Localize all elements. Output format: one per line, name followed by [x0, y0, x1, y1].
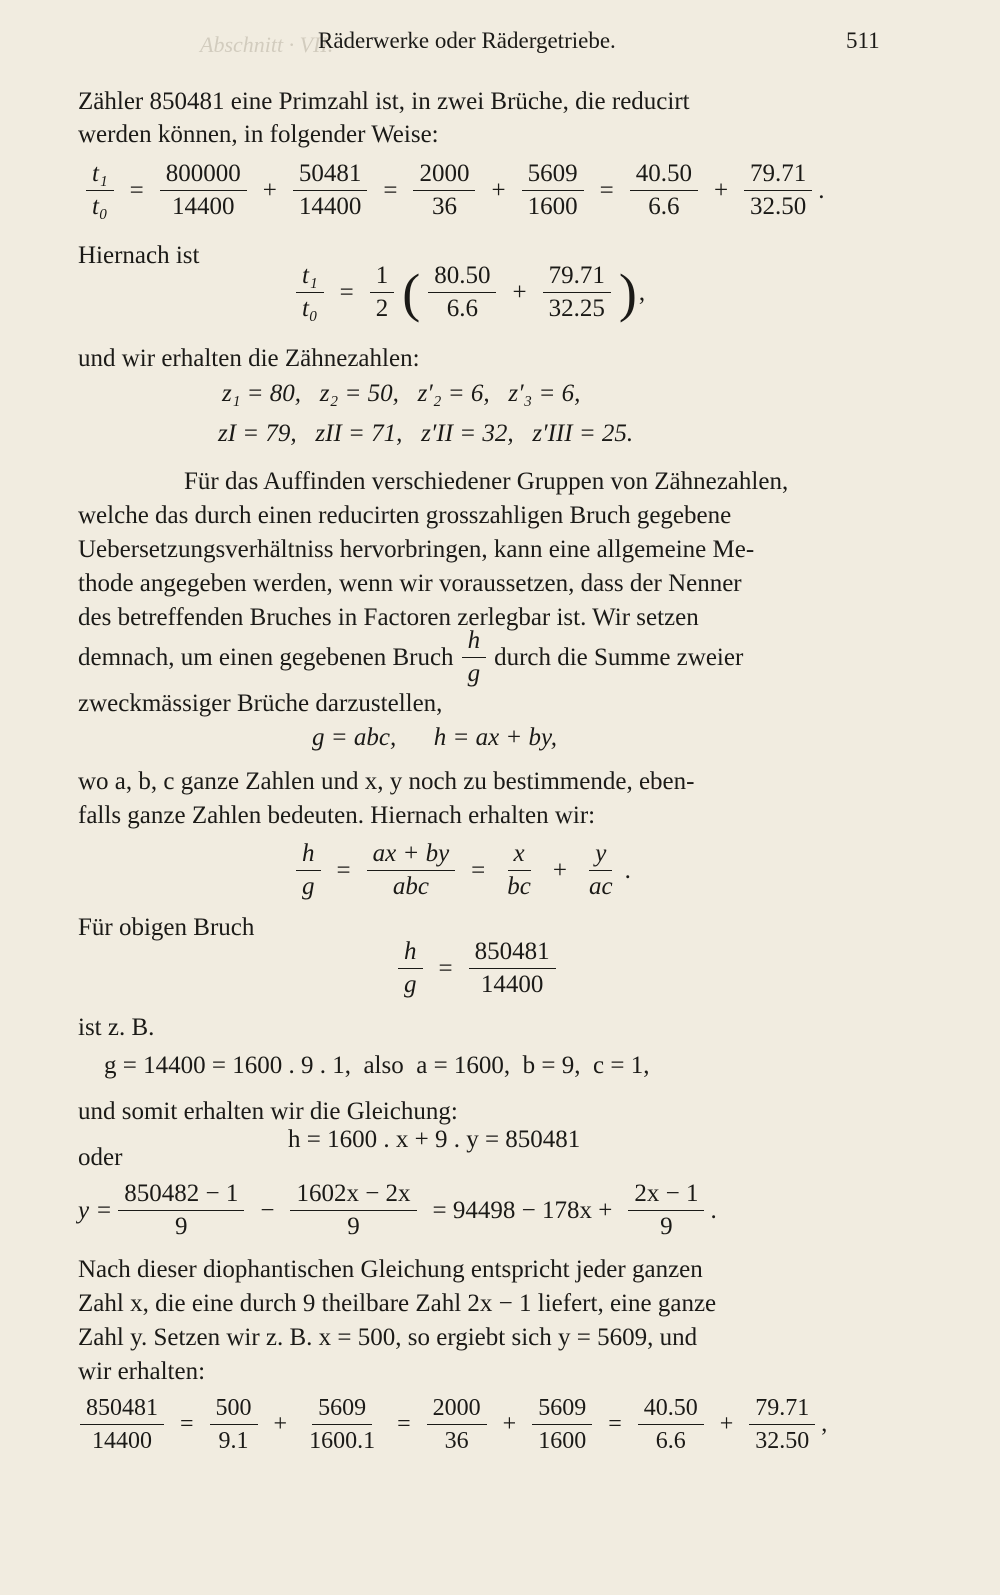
fraction: $\frac{ax + by}{\text{abc}}$	[367, 840, 456, 901]
fraction: $\frac{1}{2}$	[370, 262, 395, 323]
equation-h-value: h = 1600 . x + 9 . y = 850481	[288, 1126, 581, 1153]
fraction: $\frac{y}{ac}$	[589, 840, 613, 900]
fraction: $\frac{80.50}{6.6}$	[428, 262, 496, 323]
fraction: $\frac{800000}{14400}$	[160, 160, 247, 221]
text-line: zweckmässiger Brüche darzustellen,	[78, 690, 443, 717]
equation-2: $\frac{\text{t₁}}{\text{t₀}}$ = $\frac{1}{2}$ ( $\frac{80.50}{6.6}$ + $\frac{79.71}{32.25}$ ) ,	[290, 262, 645, 323]
text-line: und somit erhalten wir die Gleichung:	[78, 1098, 458, 1125]
page-number: 511	[846, 28, 880, 53]
fraction: $\frac{x}{bc}$	[507, 840, 531, 900]
fraction: $\frac{40.50}{6.6}$	[638, 1394, 704, 1455]
text-line-content: thode angegeben werden, wenn wir voraussetzen, dass der Nenner	[78, 570, 742, 597]
equation-3: $\frac{h}{g}$ = $\frac{ax + by}{\text{abc}}$ = $\frac{x}{bc}$ + $\frac{y}{ac}$ .	[290, 840, 631, 901]
fraction: $\frac{79.71}{32.25}$	[543, 262, 611, 323]
fraction: $\frac{850482 - 1}{9}$	[118, 1180, 244, 1241]
teeth-line-1: z₁ = 80, z₂ = 50, z′₂ = 6, z′₃ = 6,	[222, 380, 581, 407]
fraction: $\frac{79.71}{32.50}$	[744, 160, 812, 221]
text-line: werden können, in folgender Weise:	[78, 121, 439, 148]
text-line	[78, 500, 910, 532]
equation-g-value: g = 14400 = 1600 . 9 . 1, also a = 1600, b = 9, c = 1,	[104, 1052, 650, 1079]
fraction: $\frac{850481}{14400}$	[469, 938, 556, 999]
text-line: Für obigen Bruch	[78, 914, 255, 941]
fraction: $\frac{h}{g}$	[462, 627, 487, 688]
fraction: $\frac{79.71}{32.50}$	[749, 1394, 815, 1455]
text-line: wir erhalten:	[78, 1358, 206, 1385]
text-line: Hiernach ist	[78, 242, 200, 269]
fraction: $\frac{1602x - 2x}{9}$	[290, 1180, 416, 1241]
fraction: $\frac{\text{t₁}}{\text{t₀}}$	[296, 262, 324, 323]
text-line-content: Für das Auffinden verschiedener Gruppen von Zähnezahlen,	[184, 468, 789, 495]
fraction: $\frac{5609}{1600}$	[532, 1394, 592, 1455]
fraction: $\frac{\text{t₁}}{\text{t₀}}$	[86, 160, 114, 221]
text-line	[78, 627, 910, 688]
text-line-content: Nach dieser diophantischen Gleichung entspricht jeder ganzen	[78, 1256, 703, 1283]
text-line	[78, 1254, 910, 1286]
fraction: $\frac{2000}{36}$	[427, 1394, 487, 1455]
running-title: Räderwerke oder Rädergetriebe.	[318, 28, 616, 53]
text-line-content: Zähler 850481 eine Primzahl ist, in zwei Brüche, die reducirt	[78, 88, 690, 115]
fraction: $\frac{2000}{36}$	[413, 160, 475, 221]
equation-5: y = $\frac{850482 - 1}{9}$ − $\frac{1602x - 2x}{9}$ = 94498 − 178x + $\frac{2x - 1}{9}$ .	[78, 1180, 717, 1240]
equation-gh: g = abc, h = ax + by,	[312, 724, 558, 751]
text-line: oder	[78, 1144, 123, 1171]
fraction: $\frac{5609}{1600}$	[522, 160, 584, 221]
text-line-content: Zahl x, die eine durch 9 theilbare Zahl 2x − 1 liefert, eine ganze	[78, 1290, 717, 1317]
teeth-line-2: zI = 79, zII = 71, z′II = 32, z′III = 25.	[218, 420, 634, 447]
text-line	[78, 1288, 910, 1320]
text-line-content: wo a, b, c ganze Zahlen und x, y noch zu bestimmende, eben-	[78, 768, 695, 795]
equation-4: $\frac{h}{g}$ = $\frac{850481}{14400}$	[392, 938, 562, 999]
text-line-content: durch die Summe zweier	[494, 643, 744, 671]
text-line: falls ganze Zahlen bedeuten. Hiernach erhalten wir:	[78, 802, 596, 829]
fraction: $\frac{500}{9.1}$	[210, 1394, 258, 1455]
text-line-content: des betreffenden Bruches in Factoren zerlegbar ist. Wir setzen	[78, 604, 699, 631]
fraction: $\frac{h}{g}$	[398, 938, 423, 999]
fraction: $\frac{5609}{1600.1}$	[309, 1395, 376, 1454]
text-line-content: demnach, um einen gegebenen Bruch	[78, 643, 454, 671]
text-line	[78, 534, 910, 566]
text-line-content: Zahl y. Setzen wir z. B. x = 500, so ergiebt sich y = 5609, und	[78, 1324, 698, 1351]
text-line	[78, 568, 910, 600]
text-line	[78, 466, 910, 498]
text-line: und wir erhalten die Zähnezahlen:	[78, 345, 420, 372]
text-line: ist z. B.	[78, 1014, 155, 1041]
equation-1: $\frac{\text{t₁}}{\text{t₀}}$ = $\frac{800000}{14400}$ + $\frac{50481}{14400}$ = $\frac{2000}{36}$ + $\frac{5609}{1600}$ = $\frac{40.50}{6.6}$ + $\frac{79.71}{32.50}$ .	[80, 160, 825, 221]
text-line	[78, 86, 910, 118]
equation-6: $\frac{850481}{14400}$ = $\frac{500}{9.1}$ + $\frac{5609}{1600.1}$ = $\frac{2000}{36}$ + $\frac{5609}{1600}$ = $\frac{40.50}{6.6}$ + $\frac{79.71}{32.50}$ ,	[74, 1394, 827, 1455]
fraction: $\frac{40.50}{6.6}$	[630, 160, 698, 221]
fraction: $\frac{50481}{14400}$	[293, 160, 368, 221]
text-line-content: welche das durch einen reducirten grosszahligen Bruch gegebene	[78, 502, 732, 529]
fraction: $\frac{850481}{14400}$	[80, 1394, 164, 1455]
fraction: $\frac{h}{g}$	[296, 840, 321, 901]
text-line-content: Uebersetzungsverhältniss hervorbringen, kann eine allgemeine Me-	[78, 536, 755, 563]
text-line	[78, 1322, 910, 1354]
show-through: Abschnitt · VII.	[200, 32, 334, 57]
fraction: $\frac{2x - 1}{9}$	[628, 1180, 704, 1241]
text-line	[78, 766, 910, 798]
